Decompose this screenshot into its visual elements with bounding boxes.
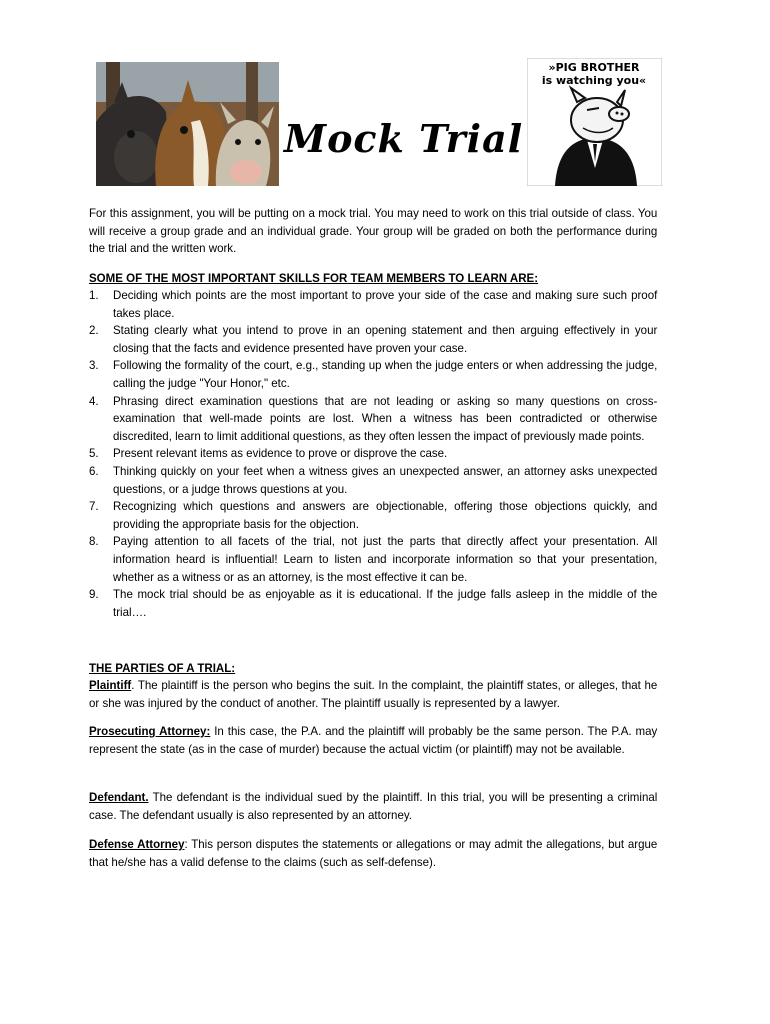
item-number: 1. [89, 288, 99, 302]
party-term: Defense Attorney [89, 837, 185, 851]
page-title: Mock Trial [284, 116, 524, 161]
item-number: 4. [89, 393, 99, 408]
item-number: 2. [89, 323, 99, 338]
item-number: 5. [89, 446, 99, 461]
item-text: Present relevant items as evidence to prove or disprove the case. [113, 446, 448, 461]
intro-paragraph [89, 205, 657, 258]
item-number: 7. [89, 499, 99, 514]
farm-animals-illustration [96, 62, 279, 186]
poster-line1: »PIG BROTHER [548, 61, 640, 74]
item-number: 9. [89, 587, 99, 602]
skills-heading: SOME OF THE MOST IMPORTANT SKILLS FOR TEAM MEMBERS TO LEARN ARE: [89, 271, 539, 285]
item-text: Phrasing direct examination questions that are not leading or asking so many questions on cross-examination that well-made points are lost. When a witness has been contradicted or otherwise discredited, learn to limit additional questions, as they often lessen the impact of previously made points. [113, 393, 658, 443]
poster-line2: is watching you« [541, 74, 647, 87]
party-description: : This person disputes the statements or allegations or may admit the allegations, but argue that he/she has a valid defense to the claims (such as self-defense). [89, 837, 658, 869]
party-term: Prosecuting Attorney: [89, 724, 211, 738]
party-term: Plaintiff [89, 678, 132, 692]
list-item [89, 445, 657, 463]
list-item [89, 393, 657, 446]
item-text: Stating clearly what you intend to prove in an opening statement and then arguing effectively in your closing that the facts and evidence presented have proven your case. [113, 323, 658, 355]
item-number: 6. [89, 463, 99, 478]
item-text: Recognizing which questions and answers are objectionable, offering those objections quickly, and providing the appropriate basis for the objection. [113, 499, 658, 531]
list-item [89, 357, 657, 392]
parties-heading: THE PARTIES OF A TRIAL: [89, 661, 236, 675]
intro-text: For this assignment, you will be putting on a mock trial. You may need to work on this trial outside of class. You will receive a group grade and an individual grade. Your group will be graded on both the performance during the trial and the written work. [89, 206, 658, 256]
item-text: Following the formality of the court, e.g., standing up when the judge enters or when addressing the judge, calling the judge "Your Honor," etc. [113, 358, 658, 390]
list-item [89, 463, 657, 498]
item-text: Paying attention to all facets of the trial, not just the parts that directly affect your presentation. All information heard is influential! Learn to listen and incorporate information so that your presentation, whether as a witness or as an attorney, is the most effective it can be. [113, 534, 658, 584]
party-description: The defendant is the individual sued by the plaintiff. In this trial, you will be presenting a criminal case. The defendant usually is also represented by an attorney. [89, 790, 658, 822]
party-description: In this case, the P.A. and the plaintiff will probably be the same person. The P.A. may represent the state (as in the case of murder) because the actual victim (or plaintiff) may not be available. [89, 724, 658, 756]
list-item [89, 586, 657, 621]
list-item [89, 533, 657, 586]
list-item [89, 498, 657, 533]
party-plaintiff [89, 677, 657, 712]
list-item [89, 322, 657, 357]
party-term: Defendant. [89, 790, 149, 804]
item-text: Thinking quickly on your feet when a witness gives an unexpected answer, an attorney asks unexpected questions, or a judge throws questions at you. [113, 463, 658, 496]
party-prosecuting-attorney [89, 723, 657, 758]
party-description: . The plaintiff is the person who begins the suit. In the complaint, the plaintiff states, or alleges, that he or she was injured by the conduct of another. The plaintiff usually is represented by a lawyer. [89, 678, 658, 710]
skills-list [89, 287, 657, 621]
list-item [89, 287, 657, 322]
item-number: 3. [89, 358, 99, 373]
item-text: Deciding which points are the most important to prove your side of the case and making sure such proof takes place. [113, 288, 658, 320]
pig-brother-poster [527, 58, 662, 186]
party-defendant [89, 789, 657, 824]
item-number: 8. [89, 534, 99, 549]
party-defense-attorney [89, 836, 657, 871]
item-text: The mock trial should be as enjoyable as it is educational. If the judge falls asleep in the middle of the trial…. [113, 587, 658, 619]
